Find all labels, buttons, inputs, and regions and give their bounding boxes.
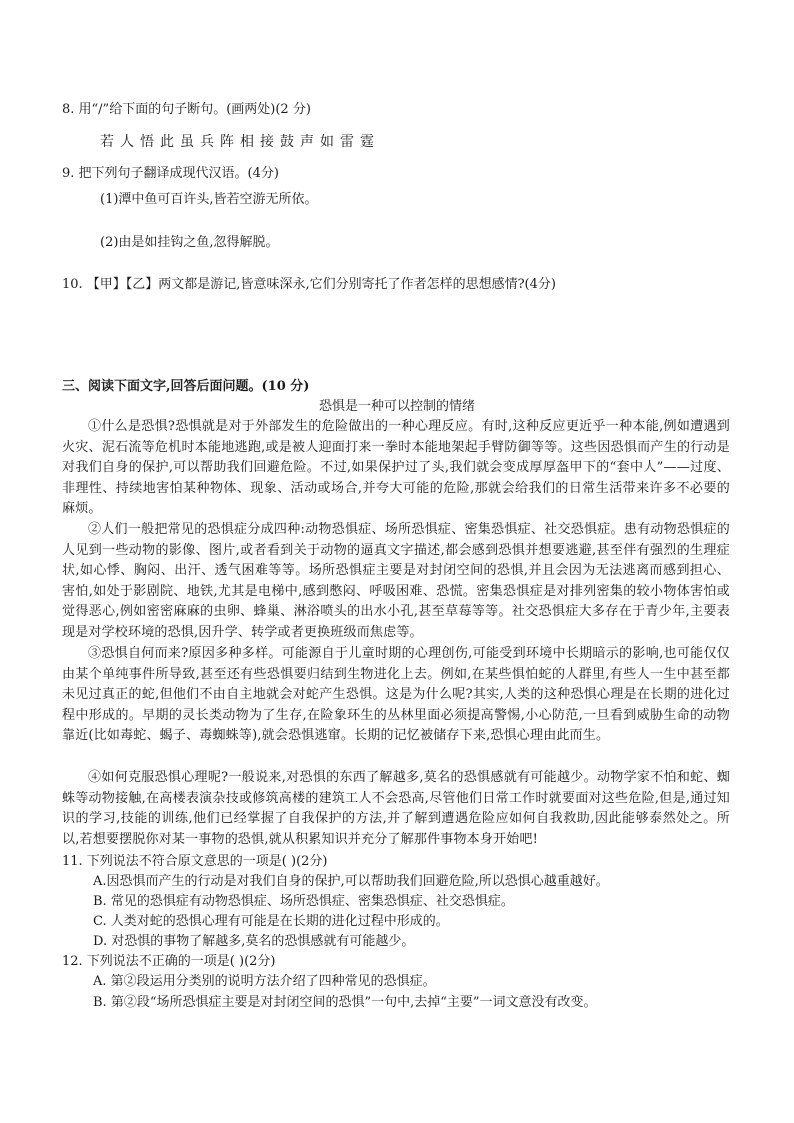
question-11-option-b: B. 常见的恐惧症有动物恐惧症、场所恐惧症、密集恐惧症、社交恐惧症。 — [93, 894, 514, 909]
question-11-stem: 11. 下列说法不符合原文意思的一项是( )(2分) — [62, 854, 328, 869]
question-9-item-2: (2)由是如挂钩之鱼,忽得解脱。 — [100, 235, 279, 250]
article-paragraph-2: ②人们一般把常见的恐惧症分成四种:动物恐惧症、场所恐惧症、密集恐惧症、社交恐惧症。患有动物恐惧症的人见到一些动物的影像、图片,或者看到关于动物的逼真文字描述,都会感到恐惧并想要逃避,甚至伴有强烈的生理症状,如心悸、胸闷、出汗、透气困难等等。场所恐惧症主要是对封闭空间的恐惧,并且会因为无法逃离而感到担心、害怕,如处于影剧院、地铁,尤其是电梯中,感到憋闷、呼吸困难、恐慌。密集恐惧症是对排列密集的较小物体害怕或觉得恶心,例如密密麻麻的虫卵、蜂巢、淋浴喷头的出水小孔,甚至草莓等等。社交恐惧症大多存在于青少年,主要表现是对学校环境的恐惧,因升学、转学或者更换班级而焦虑等。 — [62, 522, 730, 640]
article-paragraph-1: ①什么是恐惧?恐惧就是对于外部发生的危险做出的一种心理反应。有时,这种反应更近乎一种本能,例如遭遇到火灾、泥石流等危机时本能地逃跑,或是被人迎面打来一拳时本能地架起手臂防御等等。这些因恐惧而产生的行动是对我们自身的保护,可以帮助我们回避危险。不过,如果保护过了头,我们就会变成厚厚盔甲下的“套中人”——过度、非理性、持续地害怕某种物体、现象、活动或场合,并夸大可能的危险,那就会给我们的日常生活带来许多不必要的麻烦。 — [62, 419, 730, 516]
question-11-option-a: A.因恐惧而产生的行动是对我们自身的保护,可以帮助我们回避危险,所以恐惧心越重越好。 — [93, 874, 609, 889]
question-11-option-d: D. 对恐惧的事物了解越多,莫名的恐惧感就有可能越少。 — [93, 934, 415, 949]
question-12-stem: 12. 下列说法不正确的一项是( )(2分) — [62, 954, 276, 969]
question-9-stem: 9. 把下列句子翻译成现代汉语。(4分) — [62, 166, 279, 181]
question-10-stem: 10. 【甲】【乙】两文都是游记,皆意味深永,它们分别寄托了作者怎样的思想感情?(4分) — [62, 277, 556, 292]
question-8-stem: 8. 用“/”给下面的句子断句。(画两处)(2 分) — [62, 102, 311, 117]
article-paragraph-3: ③恐惧自何而来?原因多种多样。可能源自于儿童时期的心理创伤,可能受到环境中长期暗示的影响,也可能仅仅由某个单纯事件所导致,甚至还有些恐惧要归结到生物进化上去。例如,在某些惧怕蛇的人群里,有些人一生中甚至都未见过真正的蛇,但他们不由自主地就会对蛇产生恐惧。这是为什么呢?其实,人类的这种恐惧心理是在长期的进化过程中形成的。早期的灵长类动物为了生存,在险象环生的丛林里面必须提高警惕,小心防范,一旦看到威胁生命的动物靠近(比如毒蛇、蝎子、毒蜘蛛等),就会恐惧逃窜。长期的记忆被储存下来,恐惧心理由此而生。 — [62, 646, 730, 743]
article-title: 恐惧是一种可以控制的情绪 — [318, 399, 475, 414]
question-12-option-b: B. 第②段“场所恐惧症主要是对封闭空间的恐惧”一句中,去掉“主要”一词文意没有改变。 — [93, 995, 597, 1010]
question-9-item-1: (1)潭中鱼可百许头,皆若空游无所依。 — [100, 192, 318, 207]
section-3-title: 三、阅读下面文字,回答后面问题。(10 分) — [62, 379, 310, 394]
question-12-option-a: A. 第②段运用分类别的说明方法介绍了四种常见的恐惧症。 — [93, 974, 436, 989]
article-paragraph-4: ④如何克服恐惧心理呢?一般说来,对恐惧的东西了解越多,莫名的恐惧感就有可能越少。动物学家不怕和蛇、蜘蛛等动物接触,在高楼表演杂技或修筑高楼的建筑工人不会恐高,尽管他们日常工作时就要面对这些危险,但是,通过知识的学习,技能的训练,他们已经掌握了自我保护的方法,并了解到遭遇危险应如何自我救助,因此能够泰然处之。所以,若想要摆脱你对某一事物的恐惧,就从积累知识并充分了解那件事物本身开始吧! — [62, 770, 730, 847]
question-11-option-c: C. 人类对蛇的恐惧心理有可能是在长期的进化过程中形成的。 — [93, 914, 449, 929]
question-8-sentence: 若人悟此虽兵阵相接鼓声如雷霆 — [100, 134, 380, 150]
